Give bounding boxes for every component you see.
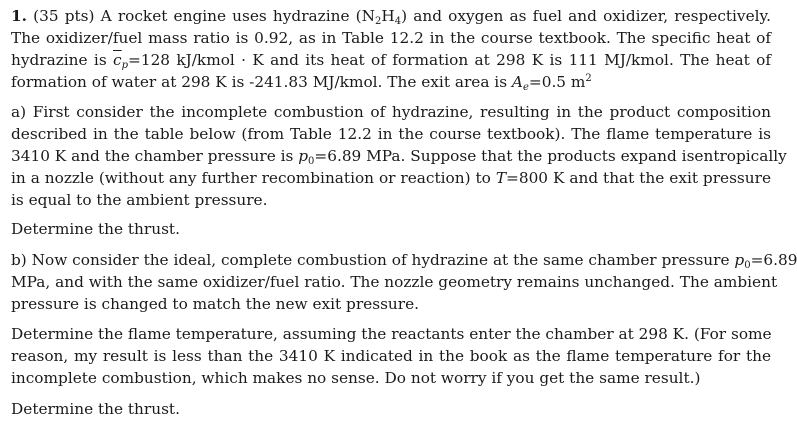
- part-b-flame-temp-paragraph: [11, 323, 771, 389]
- part-b-p2-line-3: incomplete combustion, which makes no sense. Do not worry if you get the same result.): [11, 369, 701, 387]
- part-b-line-3: pressure is changed to match the new exit pressure.: [11, 295, 419, 313]
- p0-symbol-b: p: [734, 251, 745, 269]
- part-b-line-1: b) Now consider the ideal, complete combustion of hydrazine at the same chamber pressure $p_0=6.89$: [11, 251, 797, 271]
- part-b-line-2: MPa, and with the same oxidizer/fuel ratio. The nozzle geometry remains unchanged. The ambient: [11, 273, 778, 291]
- part-a-line-2: described in the table below (from Table 12.2 in the course textbook). The flame temperature is: [11, 125, 771, 143]
- intro-line-2: The oxidizer/fuel mass ratio is 0.92, as in Table 12.2 in the course textbook. The specific heat of: [11, 29, 771, 47]
- part-b-task: Determine the thrust.: [11, 400, 180, 418]
- part-a-line-1: a) First consider the incomplete combustion of hydrazine, resulting in the product composition: [11, 103, 771, 121]
- cp-symbol: $\overline{c}$: [113, 51, 122, 69]
- part-a-paragraph: [11, 101, 787, 211]
- t-symbol: T: [495, 169, 507, 187]
- ae-symbol: A: [511, 73, 523, 91]
- intro-line-3: hydrazine is $\overline{c}_p=128$ kJ/kmol · K and its heat of formation at 298 K is 111 MJ/kmol. The heat of: [11, 51, 772, 71]
- problem-points: (35 pts): [33, 7, 95, 25]
- intro-line-4: formation of water at 298 K is -241.83 MJ/kmol. The exit area is $A_e=0.5$ $m^2$: [11, 73, 592, 93]
- part-a-line-4: in a nozzle (without any further recombination or reaction) to T=800 K and that the exit pressure: [11, 169, 771, 187]
- p0-symbol: p: [298, 147, 309, 165]
- problem-number: 1.: [11, 7, 27, 25]
- part-a-task: Determine the thrust.: [11, 220, 180, 238]
- part-b-p2-line-1: Determine the flame temperature, assuming the reactants enter the chamber at 298 K. (For some: [11, 325, 772, 343]
- part-b-paragraph: [11, 249, 797, 315]
- part-b-p2-line-2: reason, my result is less than the 3410 K indicated in the book as the flame temperature for the: [11, 347, 771, 365]
- intro-line-1: 1. (35 pts) A rocket engine uses hydrazine $(N_2H_4)$ and oxygen as fuel and oxidizer, respectively.: [11, 7, 771, 27]
- part-a-line-5: is equal to the ambient pressure.: [11, 191, 268, 209]
- intro-paragraph: [11, 5, 771, 93]
- part-a-line-3: 3410 K and the chamber pressure is $p_0=6.89$ MPa. Suppose that the products expand isentropically: [11, 147, 787, 167]
